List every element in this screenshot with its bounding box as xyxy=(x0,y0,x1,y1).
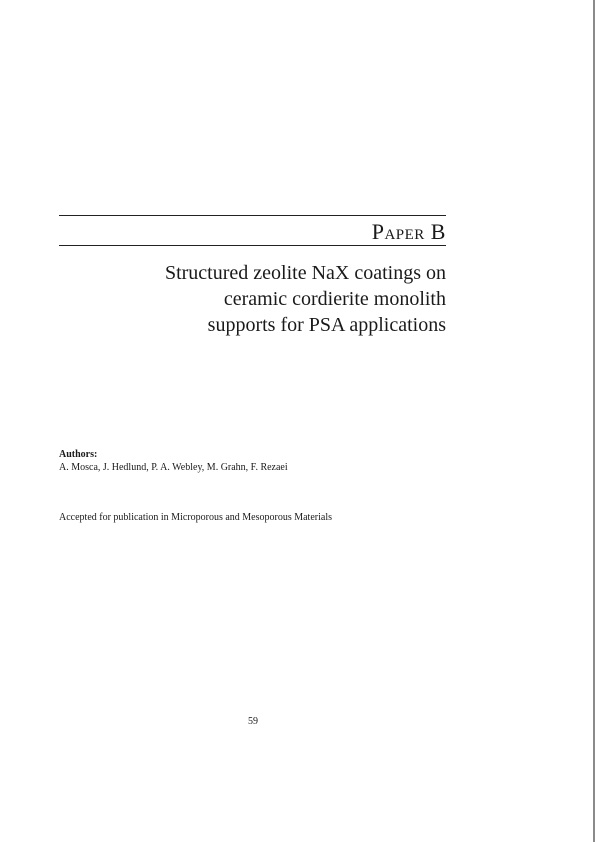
title-line: Structured zeolite NaX coatings on xyxy=(164,262,446,284)
publication-note: Accepted for publication in Microporous and Mesoporous Materials xyxy=(59,512,332,523)
paper-title xyxy=(106,260,446,338)
authors-list: A. Mosca, J. Hedlund, P. A. Webley, M. Grahn, F. Rezaei xyxy=(59,462,288,473)
authors-heading: Authors: xyxy=(59,449,98,460)
page-number: 59 xyxy=(248,716,258,727)
title-line: ceramic cordierite monolith xyxy=(223,288,446,310)
top-rule xyxy=(59,215,446,216)
paper-label: Paper B xyxy=(371,219,446,244)
title-line: supports for PSA applications xyxy=(207,314,446,336)
bottom-rule xyxy=(59,245,446,246)
